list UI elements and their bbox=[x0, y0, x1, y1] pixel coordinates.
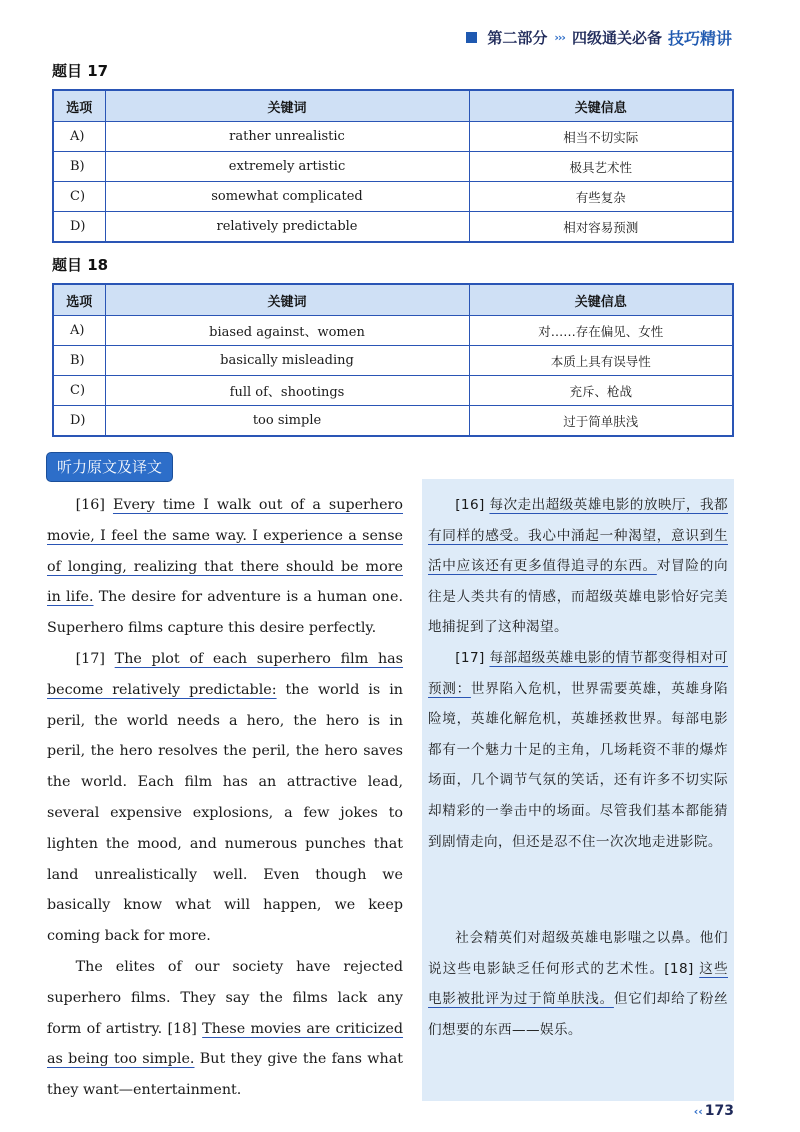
keyword-cell: somewhat complicated bbox=[105, 182, 469, 212]
info-cell: 本质上具有误导性 bbox=[469, 346, 733, 376]
option-cell: C) bbox=[53, 376, 105, 406]
table-row bbox=[53, 212, 733, 243]
table-header-row bbox=[53, 90, 733, 122]
question-18-table bbox=[52, 283, 734, 437]
table-row bbox=[53, 406, 733, 437]
keyword-cell: basically misleading bbox=[105, 346, 469, 376]
option-cell: B) bbox=[53, 346, 105, 376]
info-cell: 极具艺术性 bbox=[469, 152, 733, 182]
question-17-table bbox=[52, 89, 734, 243]
header-key-info: 关键信息 bbox=[469, 284, 733, 316]
page-number-value: 173 bbox=[704, 1103, 734, 1119]
underlined-answer: The plot of each superhero film has become relatively predictable: bbox=[47, 650, 404, 698]
question-marker: [18] bbox=[664, 960, 694, 977]
table-row bbox=[53, 182, 733, 212]
chinese-translation bbox=[428, 490, 728, 1046]
option-cell: A) bbox=[53, 122, 105, 152]
square-bullet-icon bbox=[466, 32, 477, 43]
option-cell: B) bbox=[53, 152, 105, 182]
question-marker: [16] bbox=[75, 497, 105, 513]
paragraph-text: But they give the fans what they want—entertainment. bbox=[47, 1051, 404, 1099]
keyword-cell: rather unrealistic bbox=[105, 122, 469, 152]
option-cell: D) bbox=[53, 212, 105, 243]
underlined-answer: Every time I walk out of a superhero movie, I feel the same way. I experience a sense of longing, realizing that there should be more in life. bbox=[47, 497, 403, 606]
keyword-cell: biased against、women bbox=[105, 316, 469, 346]
paragraph-18-cn bbox=[428, 923, 728, 1045]
header-keyword: 关键词 bbox=[105, 284, 469, 316]
header-part: 第二部分 bbox=[487, 29, 548, 47]
option-cell: D) bbox=[53, 406, 105, 437]
question-18-label: 题目 18 bbox=[52, 256, 109, 274]
paragraph-17 bbox=[47, 644, 403, 952]
table-row bbox=[53, 122, 733, 152]
question-17-label: 题目 17 bbox=[52, 62, 109, 80]
header-option: 选项 bbox=[53, 90, 105, 122]
paragraph-16-cn bbox=[428, 490, 728, 643]
underlined-answer: 每次走出超级英雄电影的放映厅，我都有同样的感受。我心中涌起一种渴望，意识到生活中应该还有更多值得追寻的东西。 bbox=[428, 497, 728, 575]
paragraph-16 bbox=[47, 490, 403, 644]
keyword-cell: full of、shootings bbox=[105, 376, 469, 406]
underlined-answer: 每部超级英雄电影的情节都变得相对可预测： bbox=[428, 649, 728, 697]
english-transcript bbox=[47, 490, 403, 1106]
table-row bbox=[53, 152, 733, 182]
option-cell: C) bbox=[53, 182, 105, 212]
paragraph-text: 对冒险的向往是人类共有的情感，而超级英雄电影恰好完美地捕捉到了这种渴望。 bbox=[428, 558, 729, 636]
paragraph-text: The desire for adventure is a human one. Superhero films capture this desire perfectly. bbox=[47, 589, 403, 637]
info-cell: 有些复杂 bbox=[469, 182, 733, 212]
paragraph-17-cn bbox=[428, 643, 728, 857]
section-title: 听力原文及译文 bbox=[46, 452, 173, 482]
header-option: 选项 bbox=[53, 284, 105, 316]
question-marker: [16] bbox=[455, 497, 485, 513]
page-number bbox=[694, 1103, 734, 1119]
keyword-cell: extremely artistic bbox=[105, 152, 469, 182]
info-cell: 相对容易预测 bbox=[469, 212, 733, 243]
chevron-left-icon: ‹‹ bbox=[693, 1105, 703, 1118]
keyword-cell: relatively predictable bbox=[105, 212, 469, 243]
info-cell: 对……存在偏见、女性 bbox=[469, 316, 733, 346]
header-title: 四级通关必备 bbox=[571, 29, 662, 47]
paragraph-text: the world is in peril, the world needs a hero, the hero is in peril, the hero resolves the peril, the hero saves the world. Each film has an attractive lead, several expensive explosions, a few jokes to lighten the mood, and numerous punches that land unrealistically well. Even though we basically know what will happen, we keep coming back for more. bbox=[47, 681, 403, 945]
paragraph-text: The elites of our society have rejected superhero films. They say the films lack any form of artistry. bbox=[47, 958, 403, 1037]
info-cell: 过于简单肤浅 bbox=[469, 406, 733, 437]
table-row bbox=[53, 376, 733, 406]
info-cell: 相当不切实际 bbox=[469, 122, 733, 152]
underlined-answer: These movies are criticized as being too simple. bbox=[47, 1020, 404, 1068]
table-row bbox=[53, 346, 733, 376]
question-marker: [17] bbox=[75, 650, 105, 667]
keyword-cell: too simple bbox=[105, 406, 469, 437]
header-keyword: 关键词 bbox=[105, 90, 469, 122]
info-cell: 充斥、枪战 bbox=[469, 376, 733, 406]
question-marker: [17] bbox=[455, 649, 485, 666]
paragraph-text: 社会精英们对超级英雄电影嗤之以鼻。他们说这些电影缺乏任何形式的艺术性。 bbox=[428, 930, 728, 977]
triple-arrow-icon: ››› bbox=[554, 31, 565, 44]
table-row bbox=[53, 316, 733, 346]
table-header-row bbox=[53, 284, 733, 316]
paragraph-text: 世界陷入危机，世界需要英雄，英雄身陷险境，英雄化解危机，英雄拯救世界。每部电影都有一个魅力十足的主角，几场耗资不菲的爆炸场面，几个调节气氛的笑话，还有许多不切实际却精彩的一拳击中的场面。尽管我们基本都能猜到剧情走向，但还是忍不住一次次地走进影院。 bbox=[428, 680, 728, 850]
question-marker: [18] bbox=[167, 1020, 197, 1037]
paragraph-text: 但它们却给了粉丝们想要的东西——娱乐。 bbox=[428, 991, 728, 1038]
running-header bbox=[466, 26, 732, 49]
option-cell: A) bbox=[53, 316, 105, 346]
header-key-info: 关键信息 bbox=[469, 90, 733, 122]
header-accent: 技巧精讲 bbox=[667, 29, 732, 48]
paragraph-18 bbox=[47, 952, 403, 1106]
underlined-answer: 这些电影被批评为过于简单肤浅。 bbox=[428, 960, 728, 1008]
